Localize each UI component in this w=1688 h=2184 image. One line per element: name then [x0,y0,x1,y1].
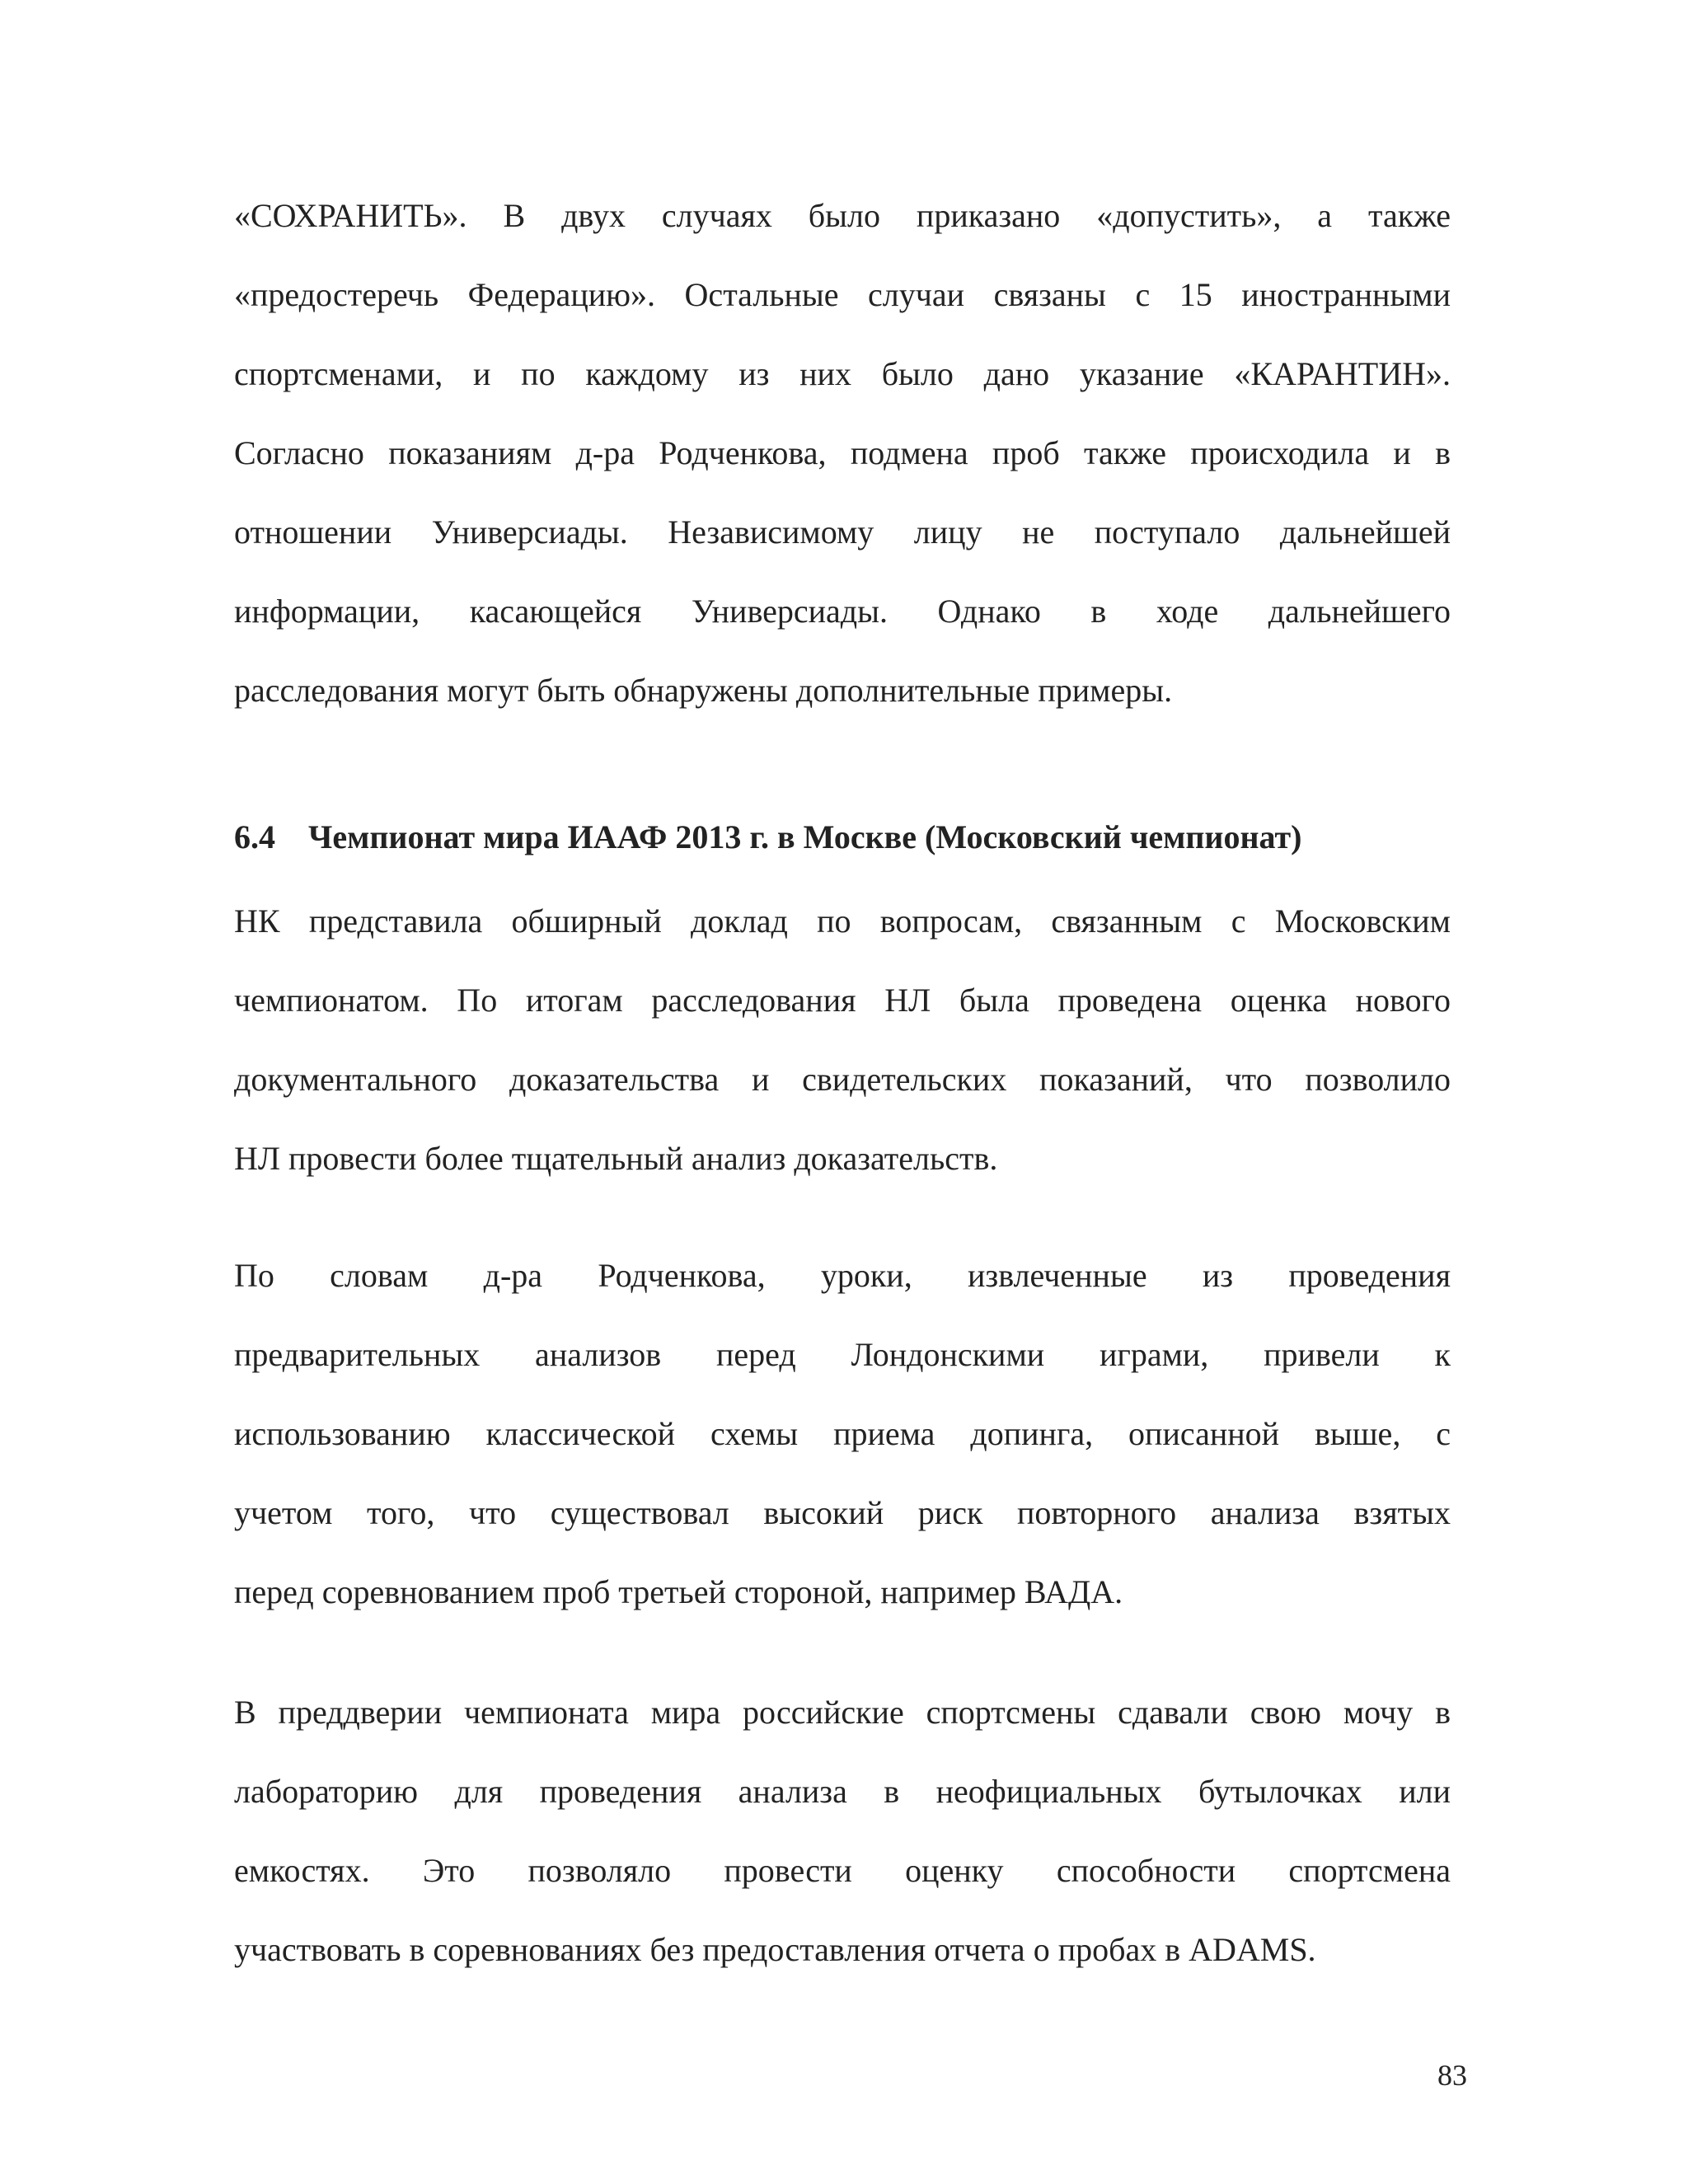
paragraph-line: Согласно показаниям д-ра Родченкова, подмена проб также происходила и в [234,434,1451,471]
paragraph-line: В преддверии чемпионата мира российские спортсмены сдавали свою мочу в [234,1694,1451,1731]
paragraph-line: документального доказательства и свидетельских показаний, что позволило [234,1061,1451,1098]
section-title: Чемпионат мира ИААФ 2013 г. в Москве (Московский чемпионат) [308,818,1302,855]
paragraph-line: чемпионатом. По итогам расследования НЛ была проведена оценка нового [234,982,1451,1019]
paragraph-line: лабораторию для проведения анализа в неофициальных бутылочках или [234,1773,1451,1810]
paragraph-line: По словам д-ра Родченкова, уроки, извлеченные из проведения [234,1257,1451,1294]
paragraph-line: предварительных анализов перед Лондонскими играми, привели к [234,1336,1451,1373]
paragraph-1 [234,176,1451,730]
paragraph-line: спортсменами, и по каждому из них было дано указание «КАРАНТИН». [234,355,1451,392]
paragraph-line: «предостеречь Федерацию». Остальные случаи связаны с 15 иностранными [234,276,1451,313]
paragraph-line: НК представила обширный доклад по вопросам, связанным с Московским [234,902,1451,940]
paragraph-2 [234,882,1451,1198]
paragraph-line: перед соревнованием проб третьей стороной, например ВАДА. [234,1573,1123,1610]
paragraph-line: использованию классической схемы приема допинга, описанной выше, с [234,1415,1451,1452]
section-heading [234,813,1451,862]
paragraph-3 [234,1236,1451,1632]
paragraph-line: участвовать в соревнованиях без предоставления отчета о пробах в ADAMS. [234,1931,1316,1968]
paragraph-line: НЛ провести более тщательный анализ доказательств. [234,1140,998,1177]
paragraph-line: учетом того, что существовал высокий риск повторного анализа взятых [234,1494,1451,1531]
page-number: 83 [1437,2059,1467,2092]
section-number: 6.4 [234,818,275,855]
paragraph-line: «СОХРАНИТЬ». В двух случаях было приказано «допустить», а также [234,197,1451,234]
paragraph-line: емкостях. Это позволяло провести оценку способности спортсмена [234,1852,1451,1889]
paragraph-line: информации, касающейся Универсиады. Однако в ходе дальнейшего [234,593,1451,630]
paragraph-line: отношении Универсиады. Независимому лицу не поступало дальнейшей [234,513,1451,551]
paragraph-line: расследования могут быть обнаружены дополнительные примеры. [234,672,1173,709]
paragraph-4 [234,1673,1451,1990]
